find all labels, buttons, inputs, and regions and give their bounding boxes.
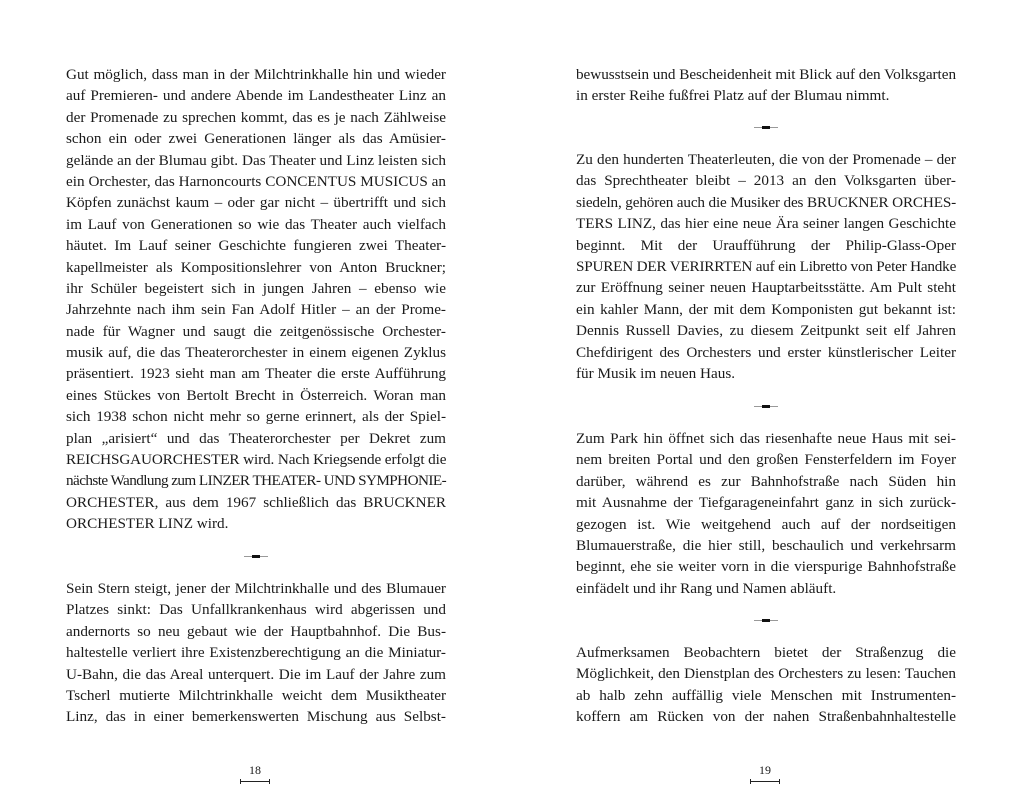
text-line: sich 1938 schon nicht mehr so gerne erinnert, als der Spiel- — [66, 408, 446, 426]
text-line: häutet. Im Lauf seiner Geschichte fungieren zwei Theater- — [66, 237, 446, 255]
text-line: ein kahler Mann, der mit dem Komponisten gut bekannt ist: — [576, 300, 956, 318]
paragraph — [576, 428, 956, 599]
text-line: nächste Wandlung zum LINZER THEATER- UND SYMPHONIE- — [66, 472, 447, 490]
text-line: plan „arisiert“ und das Theaterorchester per Dekret zum — [66, 429, 446, 447]
text-line: Dennis Russell Davies, zu diesem Zeitpunkt seit elf Jahren — [576, 322, 956, 340]
text-line: kapellmeister als Kompositionslehrer von Anton Bruckner; — [66, 258, 446, 276]
text-line: musik auf, die das Theaterorchester in einem eigenen Zyklus — [66, 344, 446, 362]
text-line: SPUREN DER VERIRRTEN auf ein Libretto von Peter Handke — [576, 257, 957, 275]
paragraph — [576, 642, 956, 728]
text-line: einfädelt und ihr Rang und Namen abläuft. — [576, 579, 837, 597]
text-line: nem breiten Portal und den großen Fensterfeldern im Foyer — [576, 451, 956, 469]
section-separator — [244, 556, 268, 557]
text-line: Gut möglich, dass man in der Milchtrinkhalle hin und wieder — [66, 66, 446, 83]
section-separator — [754, 127, 778, 128]
text-line: darüber, während es zur Bahnhofstraße nach Süden hin — [576, 472, 956, 490]
text-line: ORCHESTER LINZ wird. — [66, 515, 229, 533]
text-line: ihr Schüler begeistert sich in jungen Jahren – ebenso wie — [66, 279, 446, 297]
text-line: ab halb zehn auffällig viele Menschen mit Instrumenten- — [576, 686, 956, 704]
text-line: TERS LINZ, das hier eine neue Ära seiner langen Geschichte — [576, 215, 956, 233]
text-line: koffern am Rücken von der nahen Straßenbahnhaltestelle — [576, 708, 956, 726]
text-line: Platzes sinkt: Das Unfallkrankenhaus wird abgerissen und — [66, 601, 446, 619]
text-line: Chefdirigent des Orchesters und erster künstlerischer Leiter — [576, 343, 956, 361]
text-line: ein Orchester, das Harnoncourts CONCENTUS MUSICUS an — [66, 172, 446, 190]
text-line: zur Eröffnung seiner neuen Hauptarbeitsstätte. Am Pult steht — [576, 279, 956, 297]
text-line: Linz, das in einer bemerkenswerten Mischung aus Selbst- — [66, 708, 446, 726]
text-line: Köpfen zunächst kaum – oder gar nicht – übertrifft und sich — [66, 194, 446, 212]
text-line: bewusstsein und Bescheidenheit mit Blick auf den Volksgarten — [576, 66, 957, 83]
text-line: Tscherl mutierte Milchtrinkhalle weicht dem Musiktheater — [66, 686, 446, 704]
text-line: für Musik im neuen Haus. — [576, 364, 736, 382]
section-separator — [754, 620, 778, 621]
paragraph — [576, 64, 956, 107]
text-line: Jahrzehnte nach ihm sein Fan Adolf Hitler – an der Prome- — [66, 301, 446, 319]
text-line: in erster Reihe fußfrei Platz auf der Blumau nimmt. — [576, 87, 890, 105]
paragraph — [576, 149, 956, 384]
text-line: schon ein oder zwei Generationen länger als das Amüsier- — [66, 130, 446, 148]
text-line: eines Stückes von Bertolt Brecht in Österreich. Woran man — [66, 386, 446, 404]
text-line: Möglichkeit, den Dienstplan des Orchesters zu lesen: Tauchen — [576, 665, 956, 683]
text-line: im Lauf von Generationen so wie das Theater auch vielfach — [66, 215, 446, 233]
text-line: ORCHESTER, aus dem 1967 schließlich das BRUCKNER — [66, 493, 446, 511]
text-line: beginnt, ehe sie weiter vorn in die vierspurige Bahnhofstraße — [576, 558, 956, 576]
page-number: 19 — [750, 763, 780, 782]
text-line: haltestelle verliert ihre Existenzberechtigung an die Miniatur- — [66, 644, 446, 662]
text-line: Zum Park hin öffnet sich das riesenhafte neue Haus mit sei- — [576, 430, 956, 447]
page-number: 18 — [240, 763, 270, 782]
text-line: Sein Stern steigt, jener der Milchtrinkhalle und des Blumauer — [66, 580, 446, 597]
text-line: nade für Wagner und saugt die zeitgenössische Orchester- — [66, 322, 446, 340]
text-line: U-Bahn, die das Areal unterquert. Die im Lauf der Jahre zum — [66, 665, 446, 683]
text-line: gezogen ist. Wie weitgehend auch auf der nordseitigen — [576, 515, 956, 533]
text-line: siedeln, gehören auch die Musiker des BRUCKNER ORCHES- — [576, 193, 957, 211]
paragraph — [66, 578, 446, 728]
text-line: beginnt. Mit der Uraufführung der Philip-Glass-Oper — [576, 236, 956, 254]
text-line: der Promenade zu sprechen kommt, das es je nach Zählweise — [66, 108, 446, 126]
paragraph — [66, 64, 446, 535]
text-line: das Sprechtheater bleibt – 2013 an den Volksgarten über- — [576, 172, 956, 190]
text-line: andernorts so neu gebaut wie der Hauptbahnhof. Die Bus- — [66, 622, 446, 640]
text-line: REICHSGAUORCHESTER wird. Nach Kriegsende erfolgt die — [66, 451, 447, 469]
section-separator — [754, 406, 778, 407]
text-line: präsentiert. 1923 sieht man am Theater die erste Aufführung — [66, 365, 446, 383]
text-line: Blumauerstraße, die hier still, beschaulich und verkehrsarm — [576, 536, 956, 554]
text-line: auf Premieren- und andere Abende im Landestheater Linz an — [66, 87, 446, 105]
text-line: Aufmerksamen Beobachtern bietet der Straßenzug die — [576, 644, 956, 661]
text-line: mit Ausnahme der Tiefgarageneinfahrt ganz in sich zurück- — [576, 494, 956, 512]
text-line: Zu den hunderten Theaterleuten, die von der Promenade – der — [576, 151, 956, 168]
text-line: gelände an der Blumau gibt. Das Theater und Linz leisten sich — [66, 151, 446, 169]
